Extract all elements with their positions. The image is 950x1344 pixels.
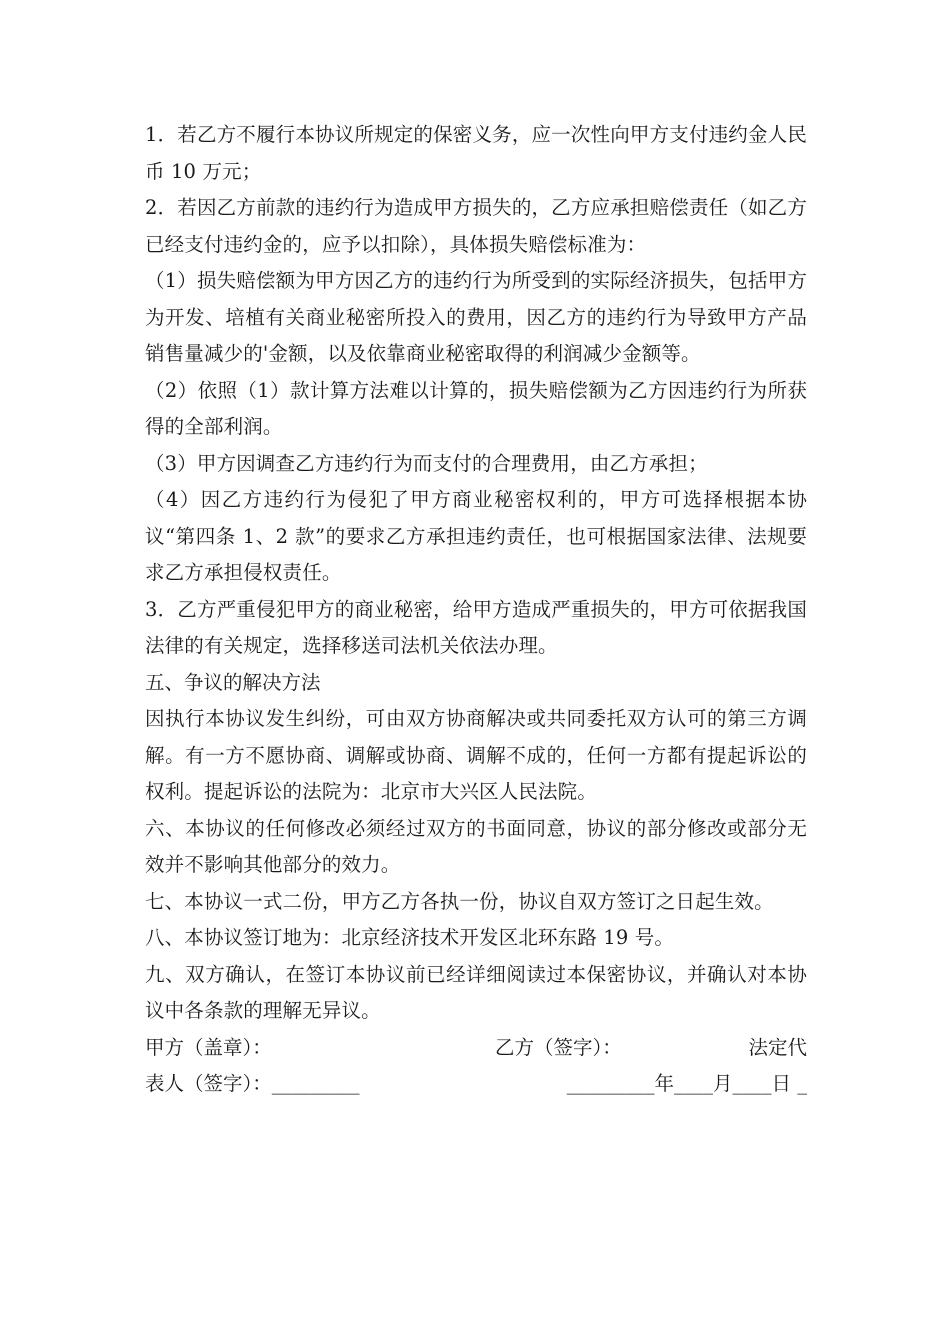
section-6: 六、本协议的任何修改必须经过双方的书面同意，协议的部分修改或部分无效并不影响其他部分的效力。 <box>145 816 807 876</box>
section-7: 七、本协议一式二份，甲方乙方各执一份，协议自双方签订之日起生效。 <box>145 889 774 913</box>
clause-1: 1．若乙方不履行本协议所规定的保密义务，应一次性向甲方支付违约金人民币 10 万元； <box>145 123 807 183</box>
legal-rep-label-start: 法定代 <box>748 1035 807 1059</box>
section-8: 八、本协议签订地为：北京经济技术开发区北环东路 19 号。 <box>145 926 675 949</box>
clause-2-item-2: （2）依照（1）款计算方法难以计算的，损失赔偿额为乙方因违约行为所获得的全部利润。 <box>145 378 807 438</box>
signature-row-2 <box>145 1066 807 1103</box>
legal-rep-sign-line: 表人（签字）：_________ <box>145 1072 360 1095</box>
clause-2-item-4: （4）因乙方违约行为侵犯了甲方商业秘密权利的，甲方可选择根据本协议“第四条 1、2 款”的要求乙方承担违约责任，也可根据国家法律、法规要求乙方承担侵权责任。 <box>145 488 807 584</box>
clause-2-item-3: （3）甲方因调查乙方违约行为而支付的合理费用，由乙方承担； <box>145 451 708 475</box>
date-line: _________年____月____日 _ <box>566 1072 807 1095</box>
party-a-seal-label: 甲方（盖章）： <box>145 1035 272 1059</box>
section-9: 九、双方确认，在签订本协议前已经详细阅读过本保密协议，并确认对本协议中各条款的理解无异议。 <box>145 962 807 1022</box>
clause-2-item-1: （1）损失赔偿额为甲方因乙方的违约行为所受到的实际经济损失，包括甲方为开发、培植有关商业秘密所投入的费用，因乙方的违约行为导致甲方产品销售量减少的'金额，以及依靠商业秘密取得的利润减少金额等。 <box>145 269 807 365</box>
section-5-body: 因执行本协议发生纠纷，可由双方协商解决或共同委托双方认可的第三方调解。有一方不愿协商、调解或协商、调解不成的，任何一方都有提起诉讼的权利。提起诉讼的法院为：北京市大兴区人民法院。 <box>145 707 807 803</box>
clause-3: 3．乙方严重侵犯甲方的商业秘密，给甲方造成严重损失的，甲方可依据我国法律的有关规定，选择移送司法机关依法办理。 <box>145 597 807 657</box>
clause-2: 2．若因乙方前款的违约行为造成甲方损失的，乙方应承担赔偿责任（如乙方已经支付违约金的，应予以扣除），具体损失赔偿标准为： <box>145 196 807 256</box>
party-b-sign-label: 乙方（签字）： <box>495 1035 622 1059</box>
section-5-heading: 五、争议的解决方法 <box>145 670 321 694</box>
document-page <box>145 117 807 1103</box>
signature-row-1 <box>145 1030 807 1067</box>
